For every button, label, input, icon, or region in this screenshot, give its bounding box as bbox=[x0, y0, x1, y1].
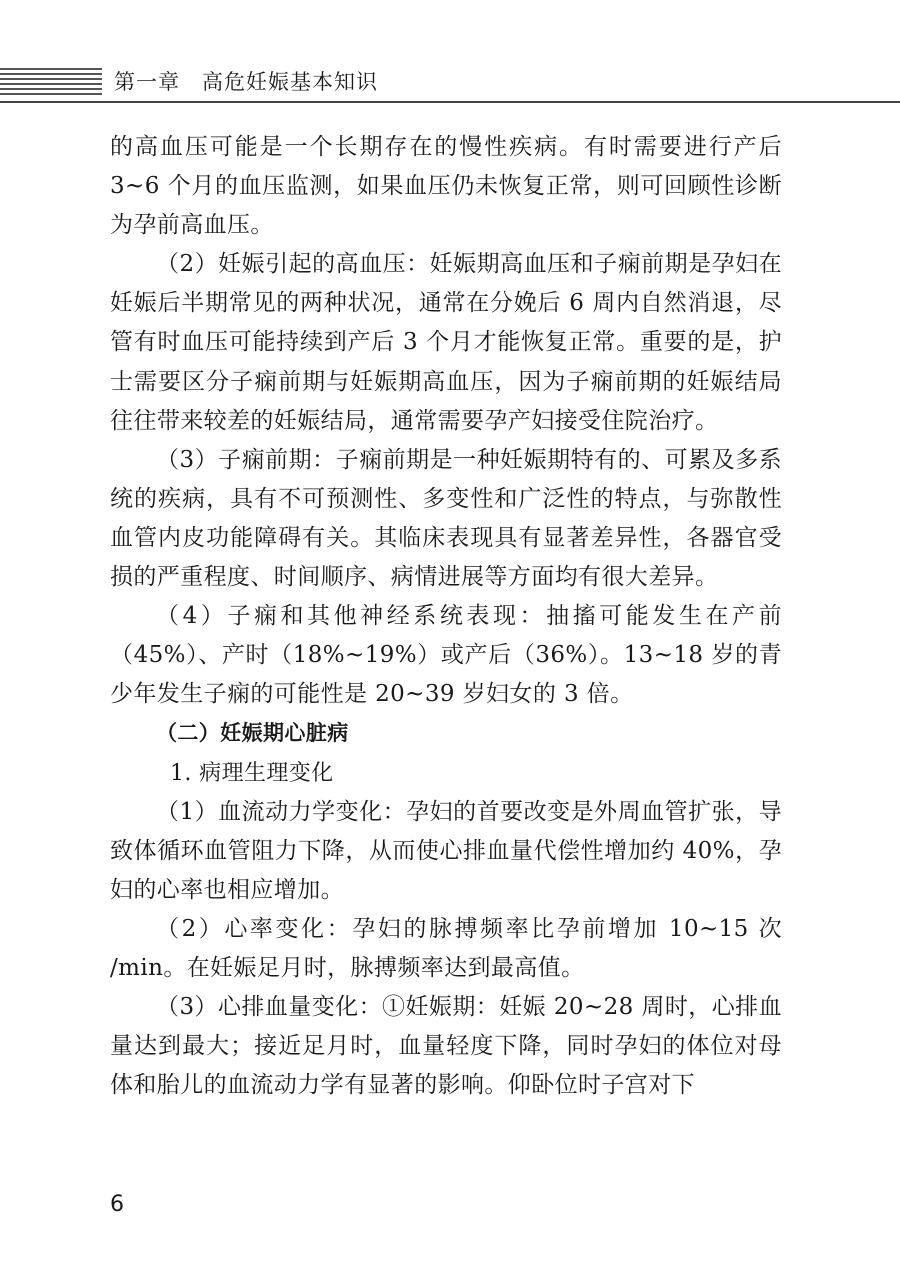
chapter-title: 高危妊娠基本知识 bbox=[202, 70, 378, 94]
paragraph: （3）子痫前期：子痫前期是一种妊娠期特有的、可累及多系统的疾病，具有不可预测性、多变性和广泛性的特点，与弥散性血管内皮功能障碍有关。其临床表现具有显著差异性，各器官受损的严重程度、时间顺序、病情进展等方面均有很大差异。 bbox=[110, 446, 782, 591]
page-number: 6 bbox=[110, 1192, 124, 1217]
paragraph: （4）子痫和其他神经系统表现：抽搐可能发生在产前（45%）、产时（18%~19%）或产后（36%）。13~18 岁的青少年发生子痫的可能性是 20~39 岁妇女的 3 倍。 bbox=[110, 603, 782, 708]
page-body bbox=[110, 128, 782, 1105]
chapter-label: 第一章 bbox=[114, 70, 180, 94]
paragraph: 的高血压可能是一个长期存在的慢性疾病。有时需要进行产后 3~6 个月的血压监测，如果血压仍未恢复正常，则可回顾性诊断为孕前高血压。 bbox=[110, 134, 782, 239]
paragraph: （1）血流动力学变化：孕妇的首要改变是外周血管扩张，导致体循环血管阻力下降，从而使心排血量代偿性增加约 40%，孕妇的心率也相应增加。 bbox=[110, 798, 782, 903]
header-rule bbox=[0, 101, 900, 103]
section-heading: （二）妊娠期心脏病 bbox=[156, 721, 349, 746]
paragraph: （2）心率变化：孕妇的脉搏频率比孕前增加 10~15 次 /min。在妊娠足月时，脉搏频率达到最高值。 bbox=[110, 915, 782, 981]
paragraph: （2）妊娠引起的高血压：妊娠期高血压和子痫前期是孕妇在妊娠后半期常见的两种状况，通常在分娩后 6 周内自然消退，尽管有时血压可能持续到产后 3 个月才能恢复正常。重要的是，护士需要区分子痫前期与妊娠期高血压，因为子痫前期的妊娠结局往往带来较差的妊娠结局，通常需要孕产妇接受住院治疗。 bbox=[110, 251, 782, 434]
subheading: 1. 病理生理变化 bbox=[170, 760, 334, 786]
paragraph: （3）心排血量变化：①妊娠期：妊娠 20~28 周时，心排血量达到最大；接近足月时，血量轻度下降，同时孕妇的体位对母体和胎儿的血流动力学有显著的影响。仰卧位时子宫对下 bbox=[110, 994, 782, 1099]
header-decoration-lines bbox=[0, 68, 102, 96]
running-header bbox=[114, 68, 378, 96]
